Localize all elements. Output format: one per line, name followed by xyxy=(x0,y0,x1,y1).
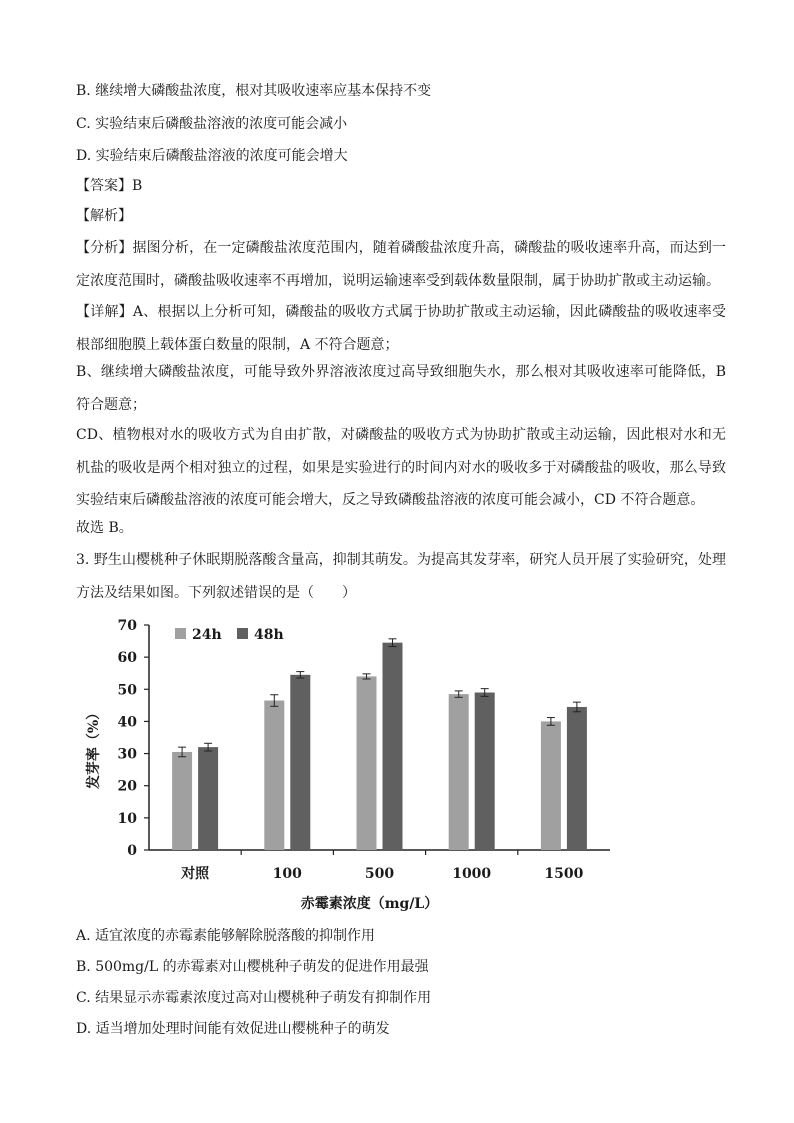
y-tick-label: 60 xyxy=(117,650,137,667)
germination-bar-chart xyxy=(84,612,624,912)
option-d: D. 适当增加处理时间能有效促进山樱桃种子的萌发 xyxy=(76,1021,390,1037)
bar-24h xyxy=(449,694,469,850)
chart-bars xyxy=(172,639,587,850)
y-tick-label: 30 xyxy=(117,746,137,763)
x-tick-label: 1500 xyxy=(544,866,584,882)
conclusion: 故选 B。 xyxy=(76,520,133,536)
legend-label-24h: 24h xyxy=(192,627,222,643)
bar-48h xyxy=(475,693,495,851)
x-tick-label: 对照 xyxy=(181,866,210,882)
bar-24h xyxy=(541,721,561,850)
bar-48h xyxy=(567,707,587,850)
x-tick-label: 1000 xyxy=(452,866,492,882)
prev-option-d: D. 实验结束后磷酸盐溶液的浓度可能会增大 xyxy=(76,148,348,164)
x-axis-label: 赤霉素浓度（mg/L） xyxy=(300,896,439,912)
y-tick-label: 20 xyxy=(117,778,137,795)
analysis-paragraph-2: 【详解】A、根据以上分析可知，磷酸盐的吸收方式属于协助扩散或主动运输，因此磷酸盐的吸收速率受根部细胞膜上载体蛋白数量的限制，A 不符合题意； xyxy=(76,304,726,353)
analysis-paragraph-1: 【分析】据图分析，在一定磷酸盐浓度范围内，随着磷酸盐浓度升高，磷酸盐的吸收速率升高，而达到一定浓度范围时，磷酸盐吸收速率不再增加，说明运输速率受到载体数量限制，属于协助扩散或主动运输。 xyxy=(76,240,726,289)
analysis-paragraph-3: B、继续增大磷酸盐浓度，可能导致外界溶液浓度过高导致细胞失水，那么根对其吸收速率可能降低，B 符合题意； xyxy=(76,364,726,413)
question-3-stem: 3. 野生山樱桃种子休眠期脱落酸含量高，抑制其萌发。为提高其发芽率，研究人员开展了实验研究，处理方法及结果如图。下列叙述错误的是（ ） xyxy=(76,552,726,601)
answer-label: 【答案】B xyxy=(76,178,143,194)
y-tick-label: 70 xyxy=(117,618,137,634)
prev-option-b: B. 继续增大磷酸盐浓度，根对其吸收速率应基本保持不变 xyxy=(76,83,432,99)
legend-swatch-48h xyxy=(237,628,248,639)
option-b: B. 500mg/L 的赤霉素对山樱桃种子萌发的促进作用最强 xyxy=(76,959,429,975)
bar-48h xyxy=(198,747,218,850)
x-tick-label: 100 xyxy=(272,866,302,882)
x-tick-label: 500 xyxy=(364,866,395,882)
prev-option-c: C. 实验结束后磷酸盐溶液的浓度可能会减小 xyxy=(76,116,348,132)
chart-legend xyxy=(175,627,284,643)
bar-24h xyxy=(172,752,192,850)
bar-24h xyxy=(264,701,284,850)
analysis-paragraph-4: CD、植物根对水的吸收方式为自由扩散，对磷酸盐的吸收方式为协助扩散或主动运输，因此根对水和无机盐的吸收是两个相对独立的过程，如果是实验进行的时间内对水的吸收多于对磷酸盐的吸收，那么导致实验结束后磷酸盐溶液的浓度可能会增大，反之导致磷酸盐溶液的浓度可能会减小，CD 不符合题意。 xyxy=(76,427,726,508)
legend-label-48h: 48h xyxy=(254,627,284,643)
bar-48h xyxy=(290,675,310,850)
bar-24h xyxy=(357,676,377,850)
chart-labels xyxy=(85,618,584,912)
y-tick-label: 0 xyxy=(127,843,137,859)
bar-48h xyxy=(383,643,403,850)
y-tick-label: 40 xyxy=(117,714,137,731)
y-axis-label: 发芽率（%） xyxy=(86,705,102,790)
legend-swatch-24h xyxy=(175,628,186,639)
y-tick-label: 50 xyxy=(117,682,137,699)
analysis-heading: 【解析】 xyxy=(76,208,132,224)
option-c: C. 结果显示赤霉素浓度过高对山樱桃种子萌发有抑制作用 xyxy=(76,990,432,1006)
option-a: A. 适宜浓度的赤霉素能够解除脱落酸的抑制作用 xyxy=(76,928,376,944)
y-tick-label: 10 xyxy=(117,810,137,827)
